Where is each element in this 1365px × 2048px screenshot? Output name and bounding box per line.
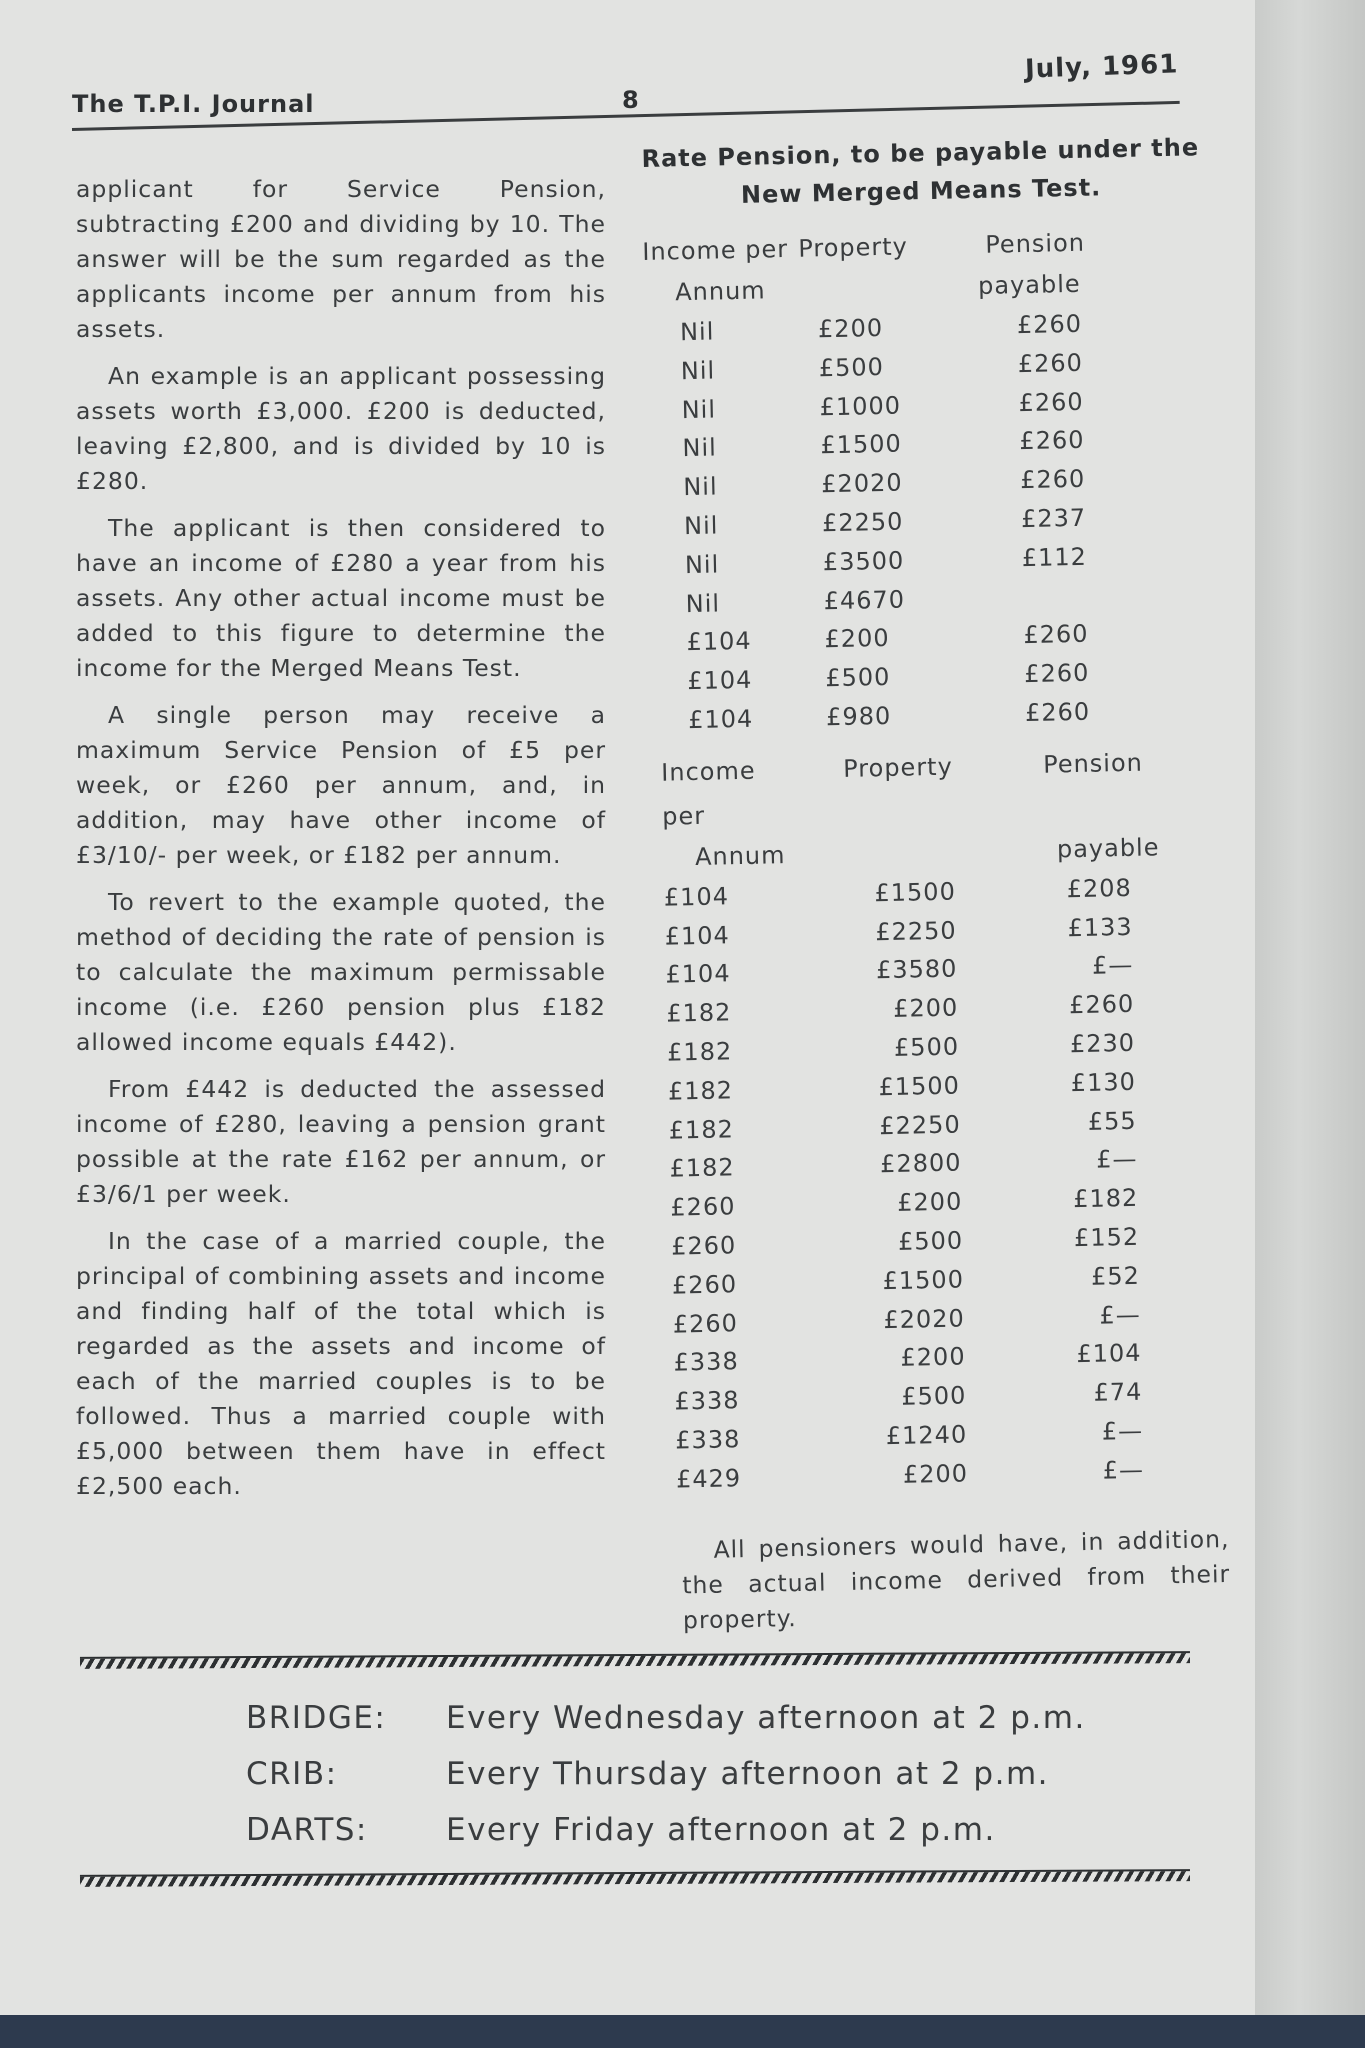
- property-cell: £200: [902, 1459, 969, 1489]
- schedule-description: Every Wednesday afternoon at 2 p.m.: [446, 1700, 1086, 1736]
- pension-cell: £104: [1076, 1339, 1142, 1369]
- income-cell: Nil: [681, 395, 717, 424]
- pension-cell: £130: [1070, 1067, 1137, 1097]
- property-cell: £500: [901, 1381, 967, 1411]
- pension-cell: £230: [1069, 1028, 1136, 1059]
- pension-cell: £260: [1019, 464, 1086, 495]
- header-pension: Pension: [1042, 748, 1144, 779]
- next-page-edge: [1255, 0, 1365, 2015]
- header-pension-payable: payable: [1056, 833, 1160, 864]
- schedule-item-bridge: [246, 1690, 1086, 1746]
- property-cell: £2020: [883, 1303, 966, 1334]
- property-cell: £4670: [823, 585, 906, 615]
- pension-cell: £260: [1016, 309, 1083, 340]
- income-cell: Nil: [684, 550, 720, 579]
- article-paragraph: From £442 is deducted the assessed income of £280, leaving a pension grant possible at the rate £162 per annum, or £3/6/1 per week.: [76, 1075, 606, 1208]
- property-cell: £1240: [885, 1420, 968, 1451]
- schedule-label: DARTS:: [246, 1812, 368, 1848]
- pension-cell: £52: [1090, 1261, 1141, 1291]
- rate-table-title-line: New Merged Means Test.: [740, 173, 1102, 209]
- activity-schedule: [246, 1690, 1086, 1858]
- pension-cell: £55: [1087, 1106, 1137, 1136]
- income-cell: £104: [687, 665, 753, 696]
- income-cell: £260: [670, 1192, 736, 1222]
- article-paragraph: The applicant is then considered to have an income of £280 a year from his assets. Any other actual income must be added to this figure to determine the income for the Merged Means Test.: [76, 514, 606, 682]
- header-income-annum: Annum: [694, 840, 786, 871]
- article-paragraph: To revert to the example quoted, the method of deciding the rate of pension is to calculate the maximum permissable income (i.e. £260 pension plus £182 allowed income equals £442).: [76, 888, 606, 1056]
- table-body: [644, 302, 1213, 740]
- pension-cell: £—: [1095, 1145, 1138, 1175]
- income-cell: £182: [667, 1076, 734, 1106]
- pension-cell: £152: [1073, 1222, 1140, 1253]
- pension-cell: £260: [1023, 620, 1089, 650]
- header-pension: Pension: [984, 228, 1086, 259]
- rate-table-title: [640, 128, 1201, 216]
- pension-cell: £260: [1068, 989, 1135, 1020]
- property-cell: £200: [900, 1342, 966, 1373]
- schedule-description: Every Thursday afternoon at 2 p.m.: [446, 1756, 1049, 1792]
- pension-cell: £260: [1019, 426, 1085, 456]
- property-cell: £1000: [819, 391, 902, 421]
- pension-cell: £237: [1020, 503, 1087, 534]
- pension-cell: £182: [1072, 1183, 1139, 1214]
- header-property: Property: [842, 752, 954, 783]
- issue-date: July, 1961: [1024, 49, 1179, 85]
- decorative-wavy-rule: [80, 1869, 1190, 1887]
- income-cell: Nil: [682, 472, 718, 502]
- income-cell: £182: [666, 998, 732, 1028]
- header-property: Property: [798, 232, 909, 263]
- pension-cell: £260: [1024, 697, 1091, 728]
- pension-cell: £112: [1021, 542, 1088, 572]
- header-income-annum: Annum: [674, 276, 766, 307]
- header-income: Income per: [660, 756, 756, 831]
- schedule-item-crib: [246, 1746, 1086, 1802]
- property-cell: £1500: [882, 1265, 965, 1295]
- property-cell: £500: [818, 352, 885, 383]
- page-number: 8: [622, 86, 639, 114]
- pension-cell: £260: [1017, 348, 1084, 378]
- income-cell: £104: [663, 882, 730, 912]
- rate-table-part-2: [653, 739, 1229, 1499]
- schedule-item-darts: [246, 1802, 1086, 1858]
- pension-cell: £—: [1101, 1416, 1144, 1446]
- property-cell: £2250: [879, 1110, 961, 1140]
- income-cell: Nil: [683, 511, 719, 541]
- table-header-row: [653, 739, 1215, 839]
- rate-table-part-1: [642, 218, 1213, 740]
- header-pension-payable: payable: [977, 269, 1081, 300]
- income-cell: £338: [674, 1425, 741, 1455]
- article-text-column: [76, 172, 606, 1516]
- property-cell: £2800: [879, 1148, 962, 1179]
- property-cell: £1500: [874, 877, 957, 908]
- schedule-label: BRIDGE:: [246, 1700, 387, 1736]
- property-cell: £980: [825, 701, 892, 732]
- article-paragraph: An example is an applicant possessing assets worth £3,000. £200 is deducted, leaving £2,800, and is divided by 10 is £280.: [76, 362, 606, 495]
- income-cell: £104: [686, 627, 752, 657]
- income-cell: £104: [687, 704, 754, 735]
- journal-name: The T.P.I. Journal: [72, 90, 315, 118]
- pension-cell: [974, 575, 1155, 618]
- property-cell: £500: [893, 1032, 960, 1062]
- property-cell: £200: [896, 1187, 963, 1217]
- pension-cell: £—: [1099, 1300, 1141, 1330]
- property-cell: £200: [824, 624, 890, 654]
- property-cell: £200: [817, 313, 884, 344]
- pension-cell: £—: [1091, 951, 1134, 981]
- income-cell: £429: [675, 1463, 742, 1494]
- property-cell: £2250: [821, 507, 904, 538]
- income-cell: £182: [668, 1114, 735, 1145]
- property-cell: £3500: [822, 546, 905, 577]
- property-cell: £500: [825, 663, 891, 693]
- pension-cell: £260: [1023, 658, 1090, 689]
- income-cell: Nil: [680, 356, 716, 385]
- income-cell: £260: [672, 1308, 739, 1339]
- property-cell: £2020: [820, 468, 903, 499]
- income-cell: Nil: [685, 589, 721, 618]
- pension-cell: £208: [1066, 873, 1133, 903]
- background-surface: [0, 2015, 1365, 2048]
- article-paragraph: A single person may receive a maximum Service Pension of £5 per week, or £260 per annum, and, in addition, may have other income of £3/10/- per week, or £182 per annum.: [76, 701, 606, 869]
- income-cell: £260: [670, 1231, 737, 1261]
- property-cell: £2250: [874, 916, 957, 946]
- income-cell: £104: [665, 959, 731, 990]
- property-cell: £1500: [820, 429, 903, 460]
- rate-pension-section: [640, 128, 1231, 1638]
- income-cell: Nil: [682, 433, 718, 463]
- income-cell: £182: [669, 1153, 735, 1183]
- schedule-description: Every Friday afternoon at 2 p.m.: [446, 1812, 996, 1848]
- property-cell: £1500: [878, 1071, 961, 1101]
- decorative-wavy-rule: [80, 1651, 1190, 1669]
- pension-cell: £74: [1093, 1377, 1143, 1407]
- income-cell: £182: [666, 1037, 733, 1067]
- income-cell: £260: [671, 1269, 738, 1300]
- schedule-label: CRIB:: [246, 1756, 338, 1792]
- income-cell: £104: [664, 920, 731, 951]
- pension-cell: £—: [1102, 1455, 1145, 1485]
- income-cell: Nil: [679, 317, 715, 347]
- income-cell: £338: [674, 1386, 740, 1416]
- header-income: Income per: [642, 234, 789, 266]
- income-cell: £338: [673, 1347, 739, 1377]
- property-cell: £200: [892, 993, 959, 1024]
- table-footnote: All pensioners would have, in addition, the actual income derived from their property.: [681, 1524, 1231, 1634]
- article-paragraph: In the case of a married couple, the principal of combining assets and income and finding half of the total which is regarded as the assets and income of each of the married couples is to be followed. Thus a married couple with £5,000 between them have in effect £2,500 each.: [76, 1227, 606, 1500]
- rate-table-title-line: Rate Pension, to be payable under the: [641, 133, 1200, 173]
- pension-cell: £133: [1067, 912, 1133, 942]
- article-paragraph: applicant for Service Pension, subtracting £200 and dividing by 10. The answer will be the sum regarded as the applicants income per annum from his assets.: [76, 175, 606, 343]
- table-body: [655, 867, 1228, 1499]
- property-cell: £3580: [875, 954, 958, 985]
- pension-cell: £260: [1018, 387, 1084, 417]
- property-cell: £500: [897, 1226, 964, 1256]
